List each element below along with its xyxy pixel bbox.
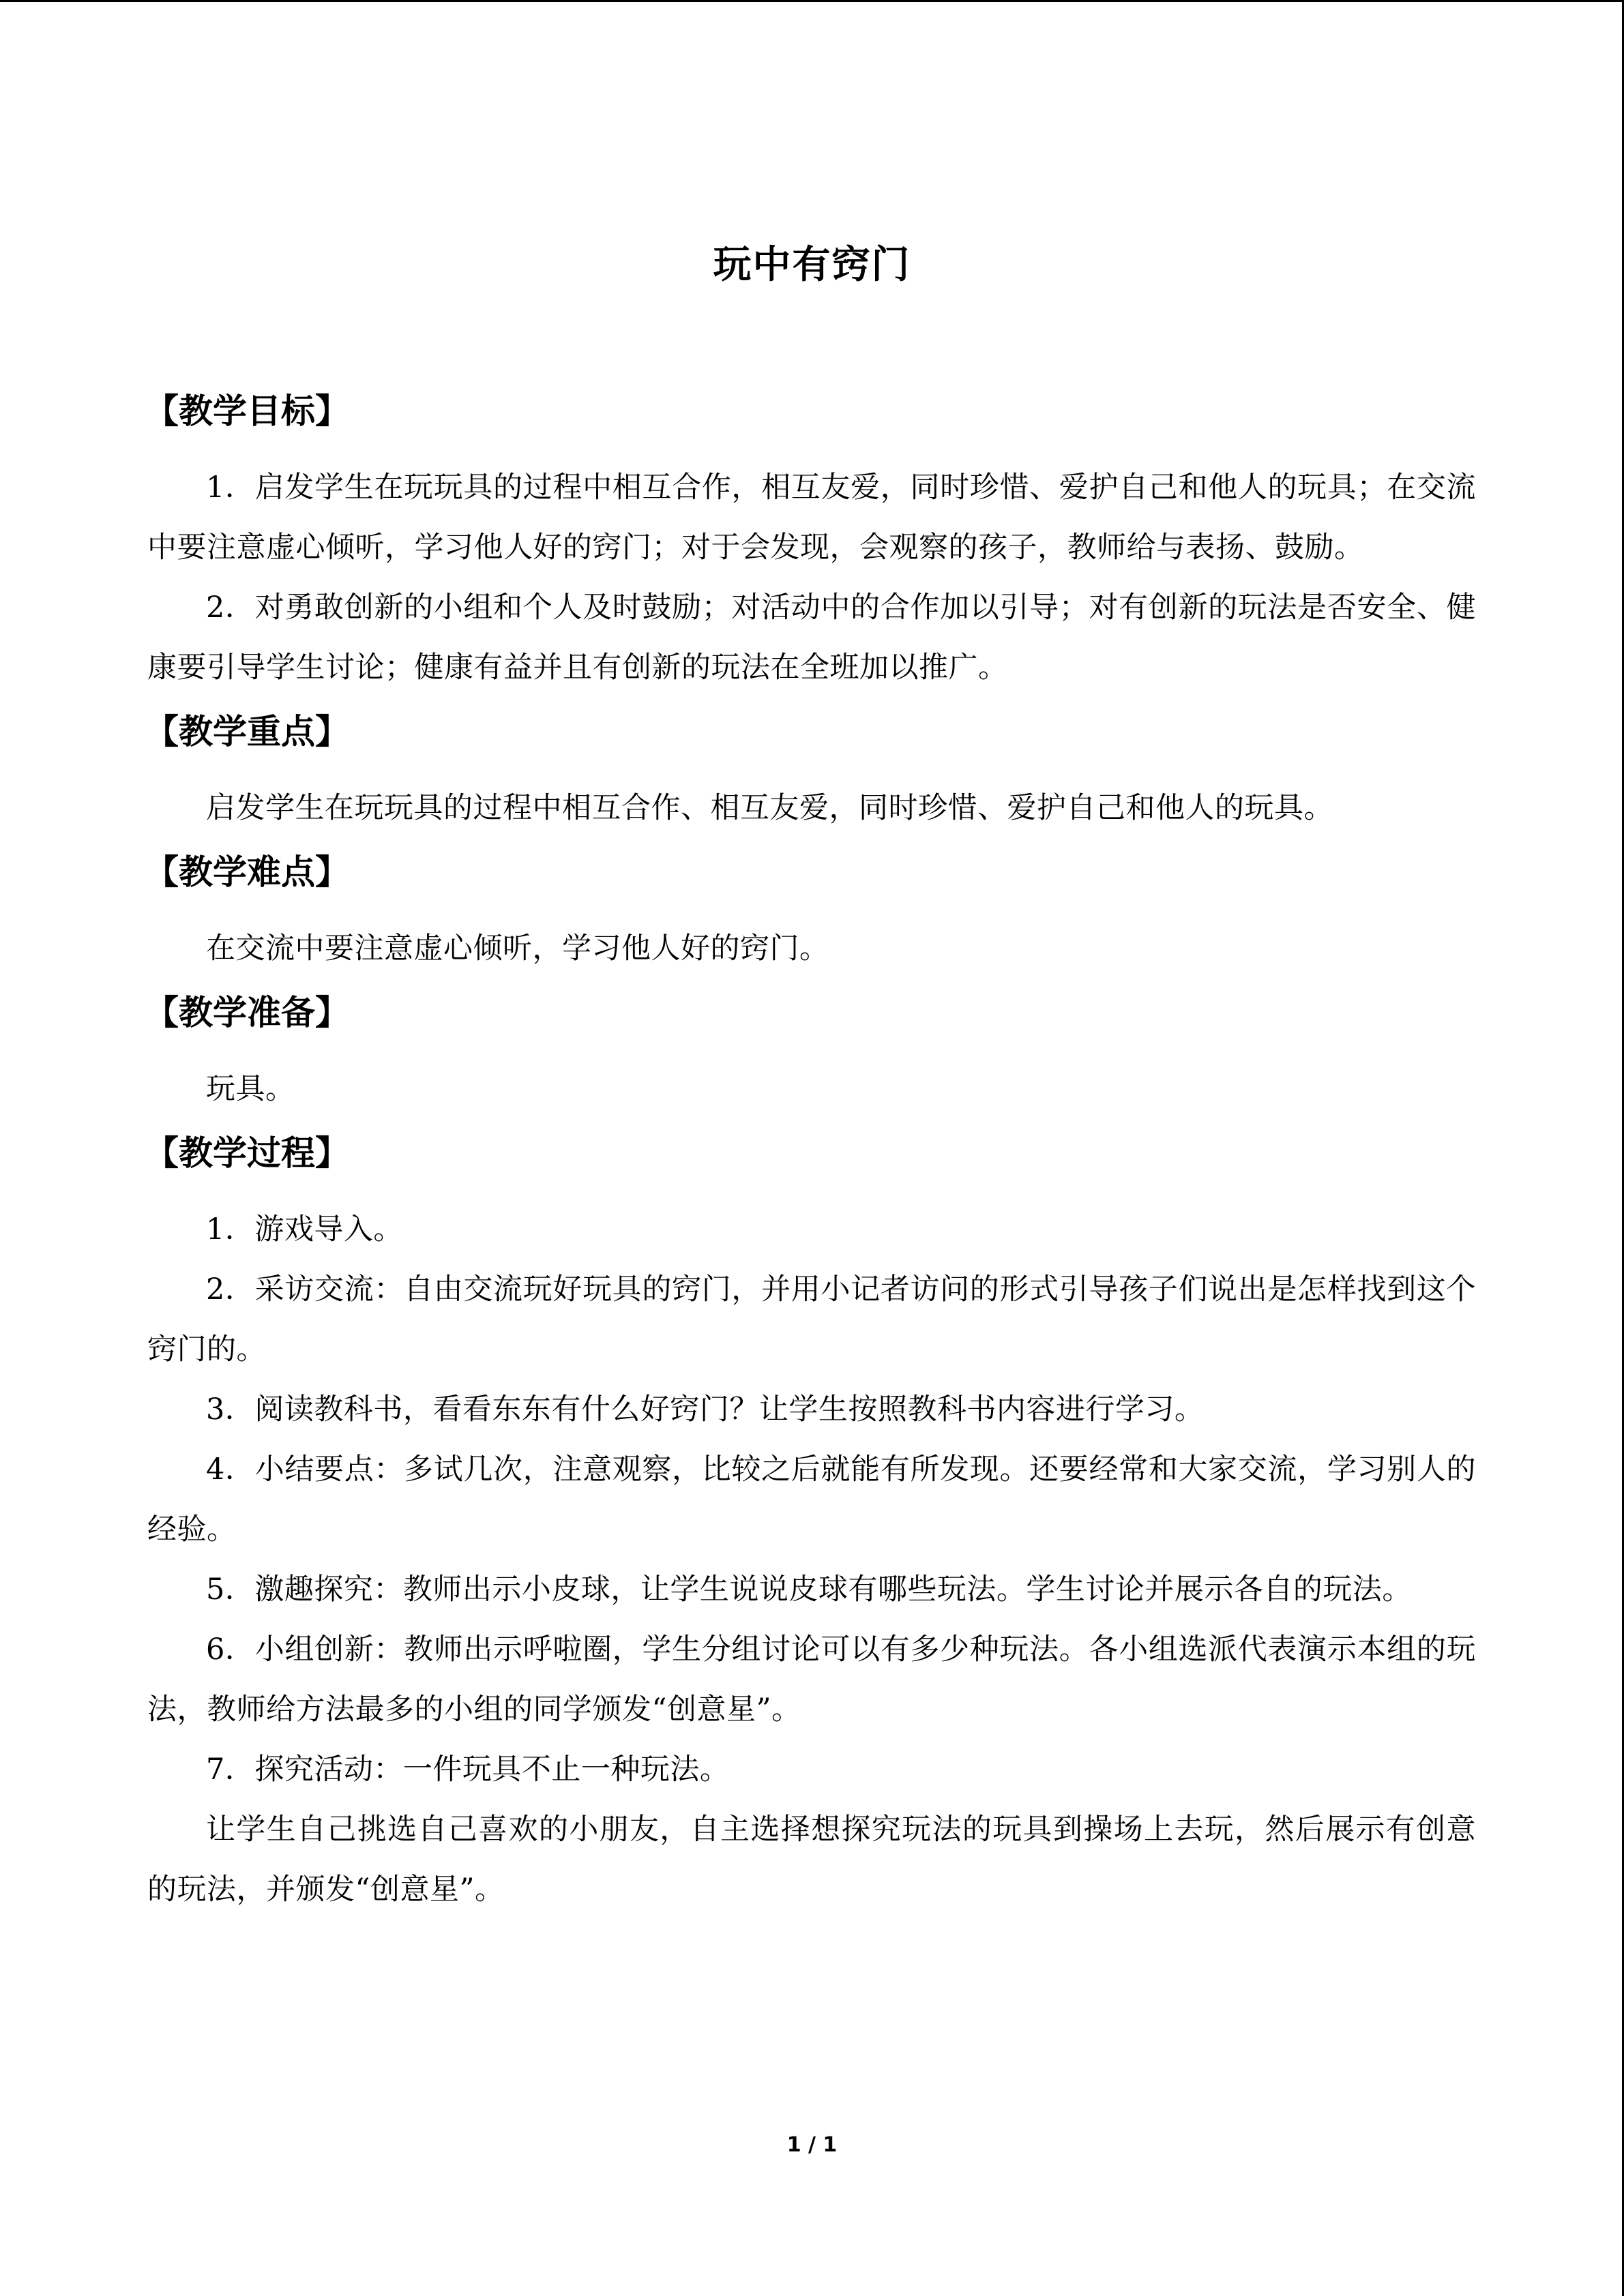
paragraph: 3．阅读教科书，看看东东有什么好窍门？让学生按照教科书内容进行学习。 [206,1392,1205,1427]
paragraph: 2．对勇敢创新的小组和个人及时鼓励；对活动中的合作加以引导；对有创新的玩法是否安全、健康要引导学生讨论；健康有益并且有创新的玩法在全班加以推广。 [147,591,1476,685]
paragraph: 2．采访交流：自由交流玩好玩具的窍门，并用小记者访问的形式引导孩子们说出是怎样找到这个窍门的。 [147,1272,1476,1367]
section-teaching-goals [147,377,1476,698]
document-body [147,377,1476,1920]
section-heading: 【教学过程】 [145,1133,349,1173]
section-preparation [147,979,1476,1119]
page-number: 1 / 1 [786,2133,838,2157]
section-difficulties [147,838,1476,979]
section-teaching-process [147,1119,1476,1920]
section-key-points [147,698,1476,838]
document-title: 玩中有窍门 [713,242,911,287]
section-heading: 【教学准备】 [145,993,349,1032]
paragraph: 1．游戏导入。 [206,1212,403,1247]
paragraph: 在交流中要注意虚心倾听，学习他人好的窍门。 [206,931,829,966]
section-heading: 【教学难点】 [145,852,349,892]
paragraph: 6．小组创新：教师出示呼啦圈，学生分组讨论可以有多少种玩法。各小组选派代表演示本组的玩法，教师给方法最多的小组的同学颁发“创意星”。 [147,1632,1476,1727]
section-heading: 【教学重点】 [145,712,349,751]
paragraph: 1．启发学生在玩玩具的过程中相互合作，相互友爱，同时珍惜、爱护自己和他人的玩具；在交流中要注意虚心倾听，学习他人好的窍门；对于会发现，会观察的孩子，教师给与表扬、鼓励。 [147,471,1476,565]
paragraph: 5．激趣探究：教师出示小皮球，让学生说说皮球有哪些玩法。学生讨论并展示各自的玩法。 [206,1572,1412,1607]
paragraph: 4．小结要点：多试几次，注意观察，比较之后就能有所发现。还要经常和大家交流，学习别人的经验。 [147,1452,1476,1547]
paragraph: 7．探究活动：一件玩具不止一种玩法。 [206,1753,730,1787]
paragraph: 启发学生在玩玩具的过程中相互合作、相互友爱，同时珍惜、爱护自己和他人的玩具。 [206,791,1333,825]
section-heading: 【教学目标】 [145,391,349,431]
paragraph: 让学生自己挑选自己喜欢的小朋友，自主选择想探究玩法的玩具到操场上去玩，然后展示有创意的玩法，并颁发“创意星”。 [147,1813,1476,1907]
paragraph: 玩具。 [206,1072,295,1106]
